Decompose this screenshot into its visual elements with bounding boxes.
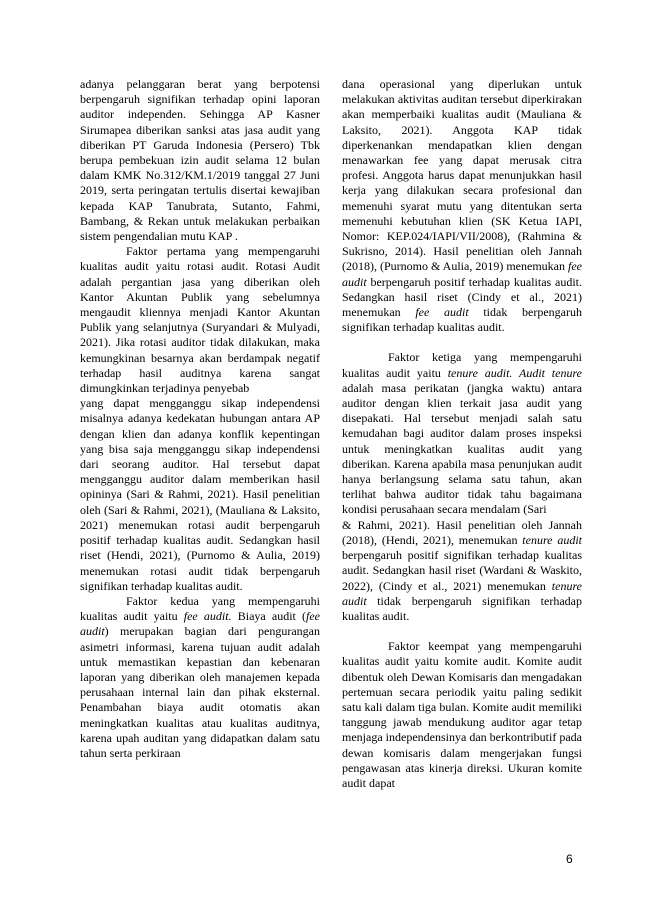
italic-term: tenure audit [522,532,582,547]
text-run: tidak berpengaruh signifikan terhadap kualitas audit. [342,593,582,623]
page-number: 6 [566,852,573,866]
text-run: tidak berpengaruh signifikan terhadap kualitas audit. [342,305,582,335]
left-column [80,77,320,761]
text-run: berpengaruh positif terhadap kualitas audit. Sedangkan hasil riset (Cindy et al., 2021) menemukan [342,274,582,320]
text-run: Faktor kedua yang mempengaruhi kualitas audit yaitu [80,593,320,624]
paragraph: Faktor pertama yang mempengaruhi kualitas audit yaitu rotasi audit. Rotasi Audit adalah pergantian jasa yang diberikan oleh Kantor Akuntan Publik yang sebelumnya mengaudit kliennya menjadi Kantor Akuntan Publik yang selanjutnya (Suryandari & Mulyadi, 2021). Jika rotasi auditor tidak dilakukan, maka kemungkinan besarnya akan berdampak negatif terhadap hasil auditnya karena sangat dimungkinkan terjadinya penyebab [80,244,320,396]
right-column [342,77,582,791]
italic-term: tenure audit [342,578,582,608]
paragraph [342,350,582,517]
paragraph: Faktor keempat yang mempengaruhi kualitas audit yaitu komite audit. Komite audit dibentuk oleh Dewan Komisaris dan mengadakan pertemuan secara periodik yaitu paling sedikit satu kali dalam tiga bulan. Komite audit memiliki tanggung jawab mendukung auditor agar tetap menjaga independensinya dan berkontributif pada dewan komisaris dalam mengerjakan fungsi pengawasan atas kinerja direksi. Ukuran komite audit dapat [342,639,582,790]
text-run: berpengaruh positif signifikan terhadap kualitas audit. Sedangkan hasil riset (Wardani & Waskito, 2022), (Cindy et al., 2021) menemukan [342,548,582,593]
paragraph: adanya pelanggaran berat yang berpotensi berpengaruh signifikan terhadap opini laporan auditor independen. Sehingga AP Kasner Sirumapea diberikan sanksi atas jasa audit yang diberikan PT Garuda Indonesia (Persero) Tbk berupa pembekuan izin audit selama 12 bulan dalam KMK No.312/KM.1/2019 tanggal 27 Juni 2019, serta peringatan tertulis disertai kewajiban kepada KAP Tanubrata, Sutanto, Fahmi, Bambang, & Rekan untuk melakukan perbaikan sistem pengendalian mutu KAP . [80,77,320,244]
text-run: Faktor ketiga yang mempengaruhi kualitas audit yaitu [342,350,582,380]
italic-term: fee audit [342,259,582,289]
italic-term: fee audit [80,609,321,639]
italic-term: fee audit [415,305,469,320]
text-run: adalah masa perikatan (jangka waktu) antara auditor dengan klien terkait jasa audit yang disepakati. Hal tersebut menjadi salah satu kemudahan bagi auditor dalam proses inspeksi untuk meningkatkan kualitas audit yang diberikan. Karena apabila masa penunjukan audit hanya berlangsung selama satu tahun, akan terlihat bahwa auditor tidak tahu bagaimana kondisi perusahaan secara mendalam (Sari [342,380,582,517]
paragraph [80,594,320,761]
paragraph [342,518,582,624]
italic-term: fee audit. [183,609,232,624]
text-run: Biaya audit ( [231,609,307,624]
paragraph: yang dapat mengganggu sikap independensi misalnya adanya kedekatan hubungan antara AP dengan klien dan adanya konflik kepentingan yang bisa saja mengganggu sikap independensi dari seorang auditor. Hal tersebut dapat mengganggu auditor dalam memberikan hasil opininya (Sari & Rahmi, 2021). Hasil penelitian oleh (Sari & Rahmi, 2021), (Mauliana & Laksito, 2021) menemukan rotasi audit berpengaruh positif terhadap kualitas audit. Sedangkan hasil riset (Hendi, 2021), (Purnomo & Aulia, 2019) menemukan rotasi audit tidak berpengaruh signifikan terhadap kualitas audit. [80,396,320,593]
text-run: & Rahmi, 2021). Hasil penelitian oleh Jannah (2018), (Hendi, 2021), menemukan [342,517,582,547]
text-run: dana operasional yang diperlukan untuk melakukan aktivitas auditan tersebut diperkirakan akan memperbaiki kualitas audit (Mauliana & Laksito, 2021). Anggota KAP tidak diperkenankan mendapatkan klien dengan menawarkan fee yang dapat merusak citra profesi. Anggota harus dapat menunjukkan hasil kerja yang dilakukan secara profesional dan memenuhi syarat mutu yang ditentukan serta memenuhi kebutuhan klien (SK Ketua IAPI, Nomor: KEP.024/IAPI/VII/2008), (Rahmina & Sukrisno, 2014). Hasil penelitian oleh Jannah (2018), (Purnomo & Aulia, 2019) menemukan [342,77,582,274]
italic-term: tenure audit. Audit tenure [447,365,582,380]
text-run: ) merupakan bagian dari pengurangan asimetri informasi, karena tujuan audit adalah untuk memastikan kepastian dan kebenaran laporan yang diberikan oleh manajemen kepada perusahaan internal lain dan pihak eksternal. Penambahan biaya audit otomatis akan meningkatkan kualitas atau kualitas auditnya, karena upah auditan yang didapatkan dalam satu tahun serta perkiraan [80,624,320,760]
paragraph [342,77,582,335]
